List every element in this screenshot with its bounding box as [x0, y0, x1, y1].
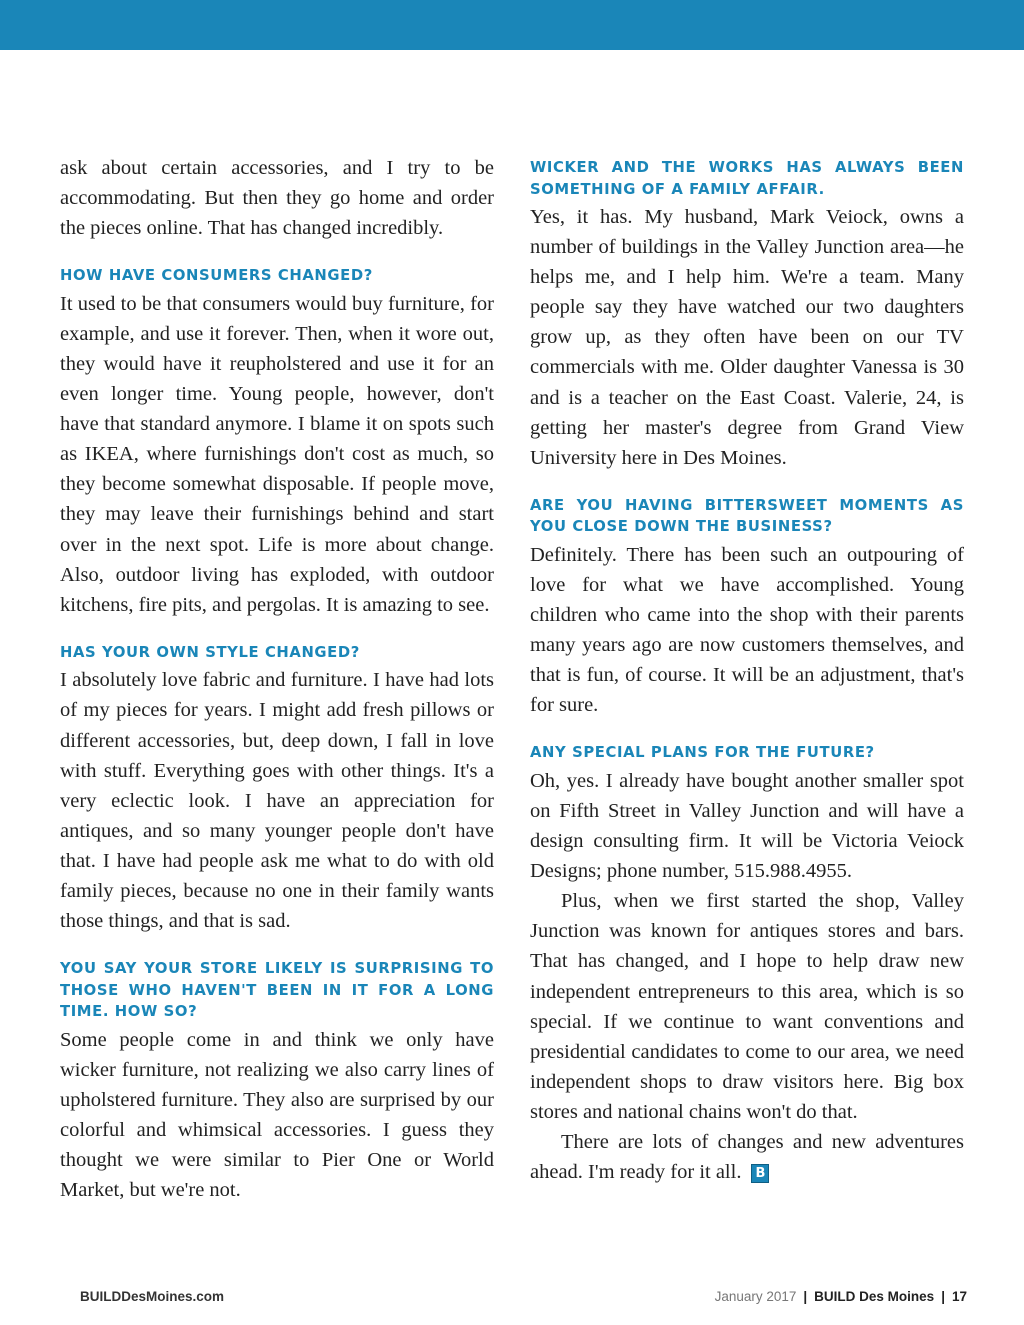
closing-text: There are lots of changes and new adventures ahead. I'm ready for it all.: [530, 1131, 964, 1184]
question-heading: ARE YOU HAVING BITTERSWEET MOMENTS AS YOU CLOSE DOWN THE BUSINESS?: [530, 496, 964, 536]
footer-separator: |: [941, 1289, 945, 1304]
footer-website: BUILDDesMoines.com: [80, 1289, 225, 1304]
article-paragraph: ask about certain accessories, and I try to be accommodating. But then they go home and order the pieces online. That has changed incredibly.: [60, 157, 494, 240]
question-heading: ANY SPECIAL PLANS FOR THE FUTURE?: [530, 744, 875, 762]
footer-publication: BUILD Des Moines: [814, 1289, 935, 1304]
question-heading: YOU SAY YOUR STORE LIKELY IS SURPRISING TO THOSE WHO HAVEN'T BEEN IN IT FOR A LONG TIME. HOW SO?: [60, 960, 494, 1021]
article-paragraph: I absolutely love fabric and furniture. I have had lots of my pieces for years. I might add fresh pillows or different accessories, but, deep down, I fall in love with stuff. Everything goes with other things. It's a very eclectic look. I have an appreciation for antiques, and so many younger people don't have that. I have had people ask me what to do with old family pieces, because no one in their family wants those things, and that is sad.: [60, 669, 494, 933]
closing-paragraph: [530, 1127, 964, 1187]
page-number: 17: [951, 1289, 967, 1304]
right-column: [530, 153, 964, 1187]
left-column: [60, 153, 494, 1205]
footer-date: January 2017: [714, 1289, 797, 1304]
end-mark-icon: B: [751, 1164, 769, 1183]
question-heading: WICKER AND THE WORKS HAS ALWAYS BEEN SOMETHING OF A FAMILY AFFAIR.: [530, 159, 964, 198]
footer-separator: |: [803, 1289, 808, 1304]
article-paragraph: Plus, when we first started the shop, Valley Junction was known for antiques stores and bars. That has changed, and I hope to help draw new independent entrepreneurs to this area, which is so special. If we continue to want conventions and presidential candidates to come to our area, we need independent shops to draw visitors here. Big box stores and national chains won't do that.: [530, 890, 964, 1123]
question-heading: HAS YOUR OWN STYLE CHANGED?: [60, 643, 360, 661]
footer-folio: [715, 1288, 967, 1306]
article-paragraph: Yes, it has. My husband, Mark Veiock, owns a number of buildings in the Valley Junction area—he helps me, and I help him. We're a team. Many people say they have watched our two daughters grow up, as they often have been on our TV commercials with me. Older daughter Vanessa is 30 and is a teacher on the East Coast. Valerie, 24, is getting her master's degree from Grand View University here in Des Moines.: [530, 206, 964, 469]
article-paragraph: Oh, yes. I already have bought another smaller spot on Fifth Street in Valley Junction and will have a design consulting firm. It will be Victoria Veiock Designs; phone number, 515.988.4955.: [530, 769, 964, 883]
article-paragraph: Some people come in and think we only have wicker furniture, not realizing we also carry lines of upholstered furniture. They also are surprised by our colorful and whimsical accessories. I guess they thought we were similar to Pier One or World Market, but we're not.: [60, 1028, 494, 1202]
question-heading: HOW HAVE CONSUMERS CHANGED?: [60, 267, 373, 285]
header-bar: [0, 0, 1024, 50]
article-paragraph: Definitely. There has been such an outpouring of love for what we have accomplished. Young children who came into the shop with their parents many years ago are now customers themselves, and that is fun, of course. It will be an adjustment, that's for sure.: [530, 543, 964, 717]
article-paragraph: It used to be that consumers would buy furniture, for example, and use it forever. Then, when it wore out, they would have it reupholstered and use it for an even longer time. Young people, however, don't have that standard anymore. I blame it on spots such as IKEA, where furnishings don't cost as much, so they become somewhat disposable. If people move, they may leave their furnishings behind and start over in the next spot. Life is more about change. Also, outdoor living has exploded, with outdoor kitchens, fire pits, and pergolas. It is amazing to see.: [60, 292, 494, 616]
